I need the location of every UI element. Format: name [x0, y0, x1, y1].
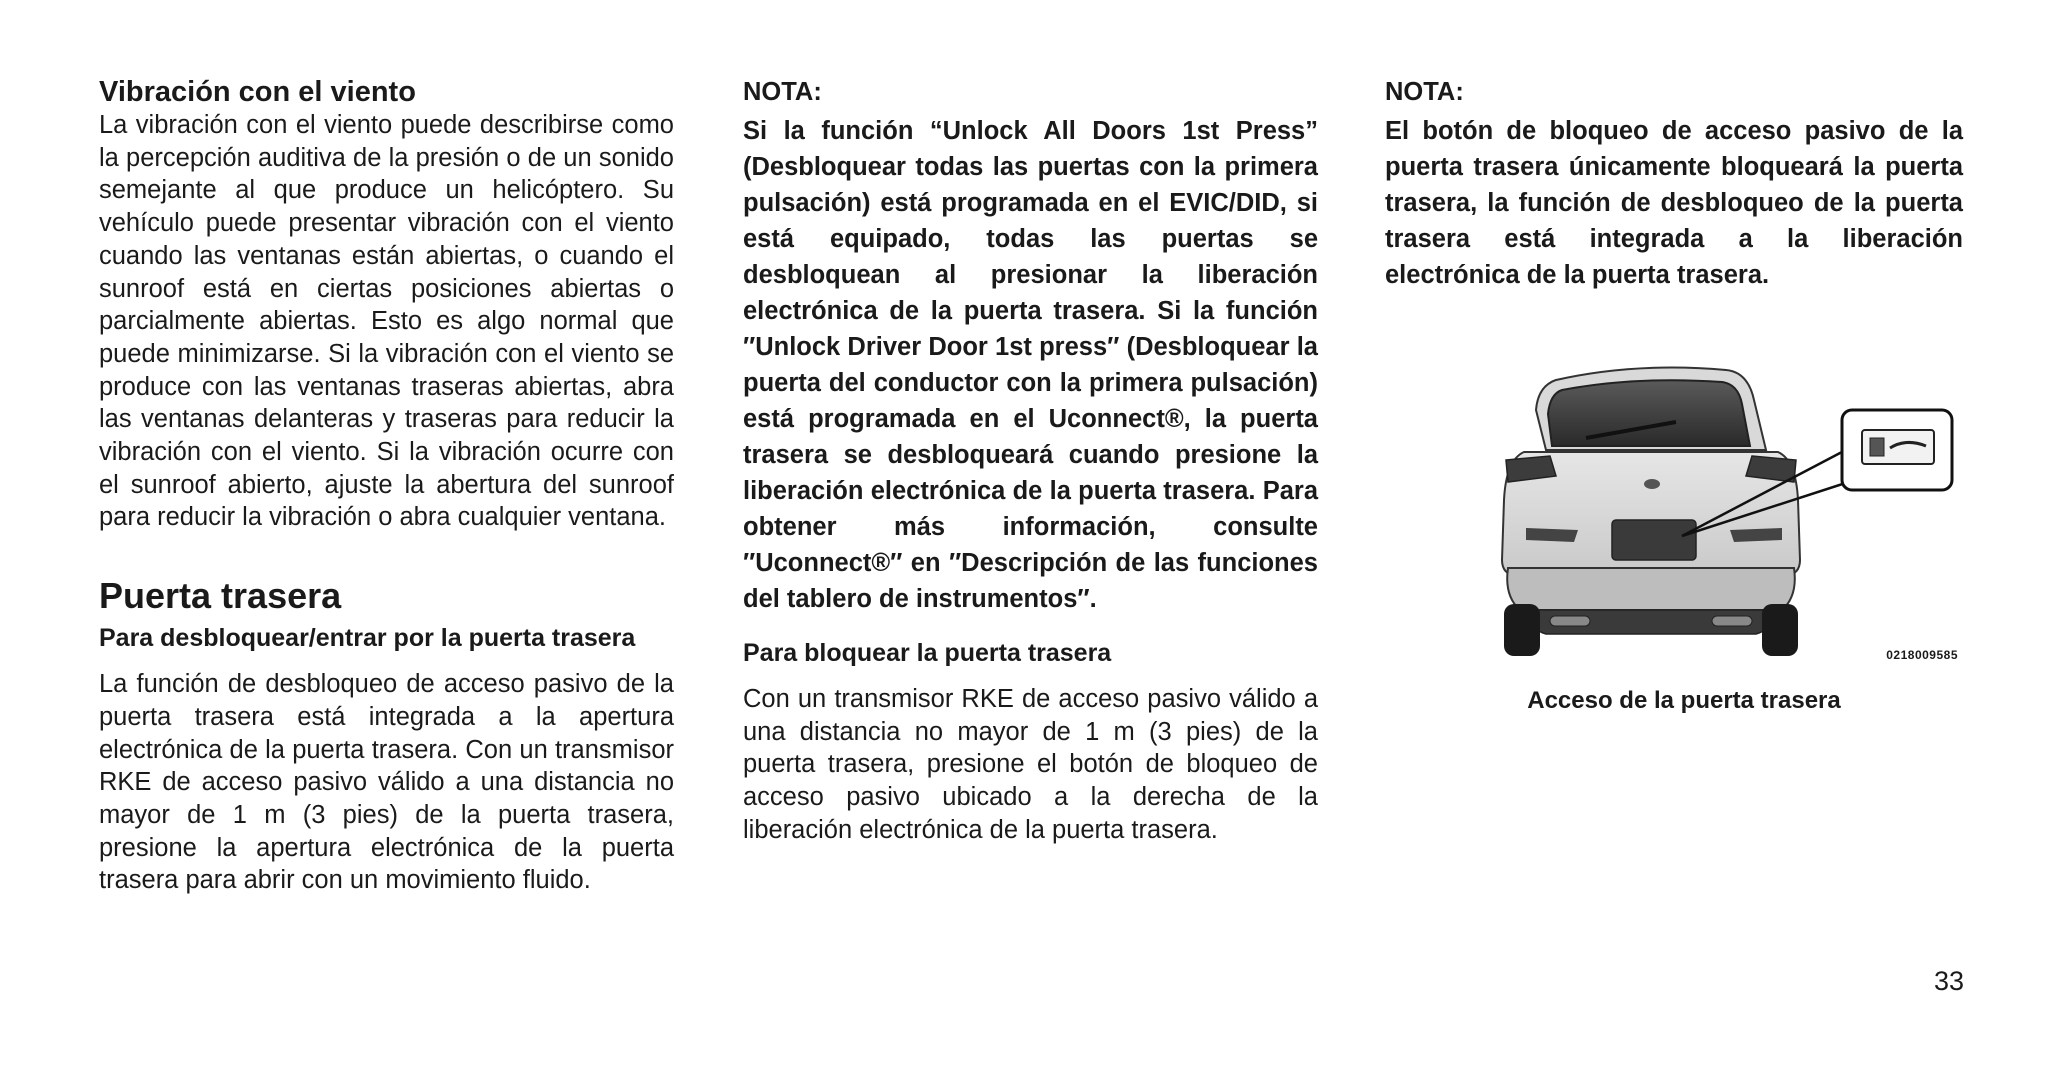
subsection-title-lock-liftgate: Para bloquear la puerta trasera — [743, 639, 1112, 667]
note-text-unlock-settings: Si la función “Unlock All Doors 1st Press” (Desbloquear todas las puertas con la primera pulsación) está programada en el EVIC/DID, si está equipado, todas las puertas se desbloquean al presionar la liberación electrónica de la puerta trasera. Si la función ″Unlock Driver Door 1st press″ (Desbloquear la puerta del conductor con la primera pulsación) está programada en el Uconnect®, la puerta trasera se desbloqueará cuando presione la liberación electrónica de la puerta trasera. Para obtener más información, consulte ″Uconnect®″ en ″Descripción de las funciones del tablero de instrumentos″. — [743, 117, 1318, 613]
lock-liftgate-paragraph: Con un transmisor RKE de acceso pasivo válido a una distancia no mayor de 1 m (3 pies) de la puerta trasera, presione el botón de bloqueo de acceso pasivo ubicado a la derecha de la liberación electrónica de la puerta trasera. — [743, 685, 1318, 844]
middle-column — [743, 76, 1318, 847]
right-column — [1385, 76, 1963, 293]
note-label: NOTA: — [743, 78, 822, 106]
note-text-lock-button: El botón de bloqueo de acceso pasivo de la puerta trasera únicamente bloqueará la puerta trasera, la función de desbloqueo de la puerta trasera está integrada a la liberación electrónica de la puerta trasera. — [1385, 117, 1963, 289]
vehicle-rear-illustration — [1486, 360, 1966, 660]
figure-caption: Acceso de la puerta trasera — [1527, 687, 1841, 714]
page-number: 33 — [1933, 966, 1964, 996]
unlock-liftgate-paragraph: La función de desbloqueo de acceso pasivo de la puerta trasera está integrada a la apertura electrónica de la puerta trasera. Con un transmisor RKE de acceso pasivo válido a una distancia no mayor de 1 m (3 pies) de la puerta trasera, presione la apertura electrónica de la puerta trasera para abrir con un movimiento fluido. — [99, 670, 674, 895]
wind-buffeting-paragraph: La vibración con el viento puede describirse como la percepción auditiva de la presión o de un sonido semejante al que produce un helicóptero. Su vehículo puede presentar vibración con el viento cuando las ventanas están abiertas, o cuando el sunroof está en ciertas posiciones abiertas o parcialmente abiertas. Esto es algo normal que puede minimizarse. Si la vibración con el viento se produce con las ventanas traseras abiertas, abra las ventanas delanteras y traseras para reducir la vibración con el viento. Si la vibración ocurre con el sunroof abierto, ajuste la abertura del sunroof para reducir la vibración o abra cualquier ventana. — [99, 111, 674, 532]
note-label: NOTA: — [1385, 78, 1464, 106]
section-title-liftgate: Puerta trasera — [99, 575, 342, 617]
section-title-wind-buffeting: Vibración con el viento — [99, 76, 416, 108]
subsection-title-unlock-liftgate: Para desbloquear/entrar por la puerta trasera — [99, 624, 636, 653]
figure-reference-code: 0218009585 — [1886, 648, 1958, 662]
liftgate-access-figure — [1486, 360, 1966, 670]
left-column — [99, 76, 674, 897]
